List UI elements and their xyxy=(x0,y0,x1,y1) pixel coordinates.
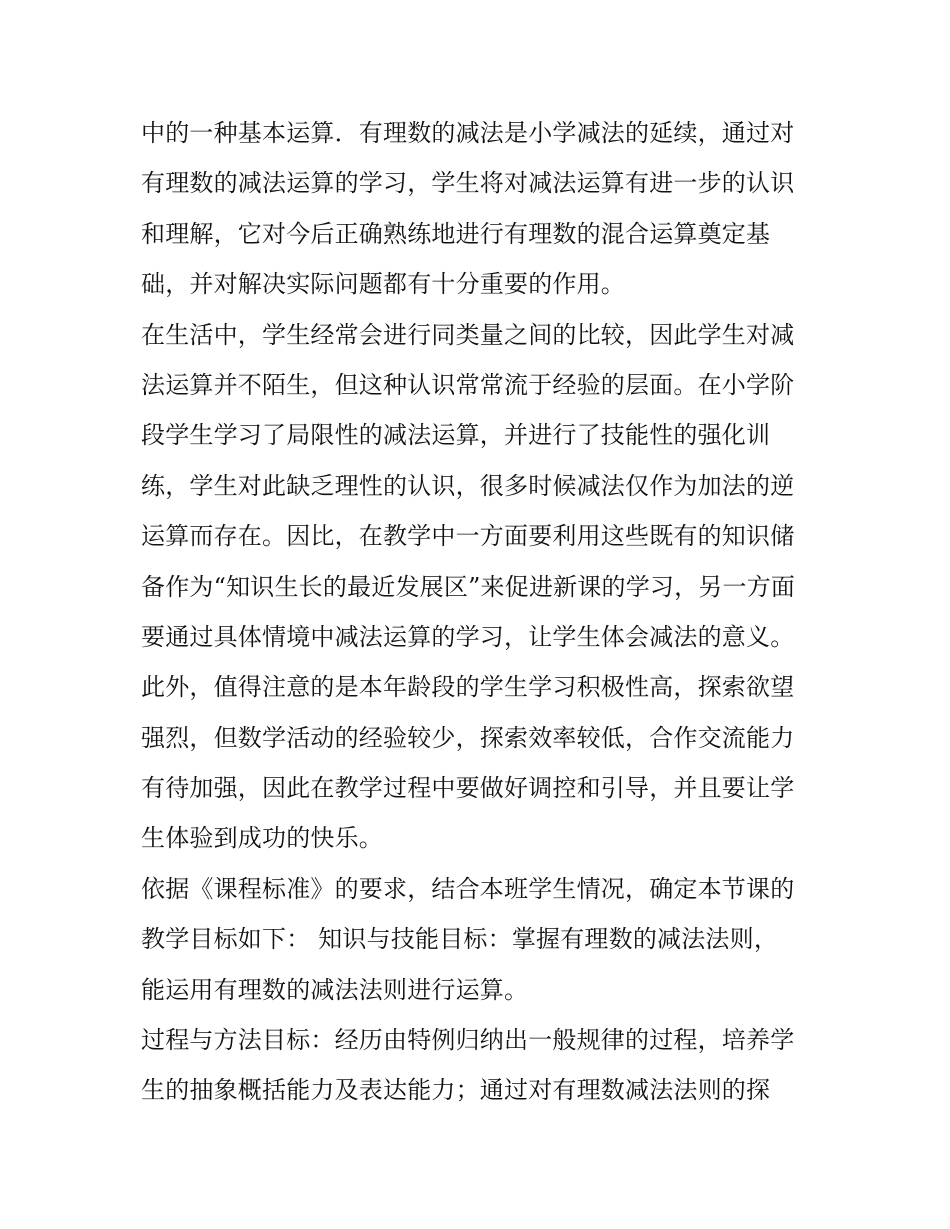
text-line: 依据《课程标准》的要求，结合本班学生情况，确定本节课的 xyxy=(141,874,795,903)
text-line: 要通过具体情境中减法运算的学习，让学生体会减法的意义。 xyxy=(141,622,795,651)
text-line: 备作为“知识生长的最近发展区”来促进新课的学习，另一方面 xyxy=(141,572,796,601)
text-line: 练，学生对此缺乏理性的认识，很多时候减法仅作为加法的逆 xyxy=(141,471,795,500)
text-line: 法运算并不陌生，但这种认识常常流于经验的层面。在小学阶 xyxy=(141,370,795,399)
text-line: 有理数的减法运算的学习，学生将对减法运算有进一步的认识 xyxy=(141,169,795,198)
text-line: 运算而存在。因比，在教学中一方面要利用这些既有的知识储 xyxy=(141,522,795,551)
text-line: 生的抽象概括能力及表达能力；通过对有理数减法法则的探 xyxy=(141,1076,771,1105)
text-line: 在生活中，学生经常会进行同类量之间的比较，因此学生对减 xyxy=(141,320,795,349)
text-line: 中的一种基本运算．有理数的减法是小学减法的延续，通过对 xyxy=(141,119,795,147)
text-line: 能运用有理数的减法法则进行运算。 xyxy=(141,975,529,1004)
text-line: 强烈，但数学活动的经验较少，探索效率较低，合作交流能力 xyxy=(141,723,795,752)
text-line: 有待加强，因此在教学过程中要做好调控和引导，并且要让学 xyxy=(141,774,795,803)
text-line: 和理解，它对今后正确熟练地进行有理数的混合运算奠定基 xyxy=(141,219,771,248)
text-line: 此外，值得注意的是本年龄段的学生学习积极性高，探索欲望 xyxy=(141,673,795,702)
body-text xyxy=(141,108,821,1116)
text-line: 过程与方法目标：经历由特例归纳出一般规律的过程，培养学 xyxy=(141,1026,795,1055)
text-line: 教学目标如下： 知识与技能目标：掌握有理数的减法法则， xyxy=(141,925,779,954)
text-line: 段学生学习了局限性的减法运算，并进行了技能性的强化训 xyxy=(141,421,771,450)
text-line: 生体验到成功的快乐。 xyxy=(141,824,383,853)
text-line: 础，并对解决实际问题都有十分重要的作用。 xyxy=(141,270,625,299)
